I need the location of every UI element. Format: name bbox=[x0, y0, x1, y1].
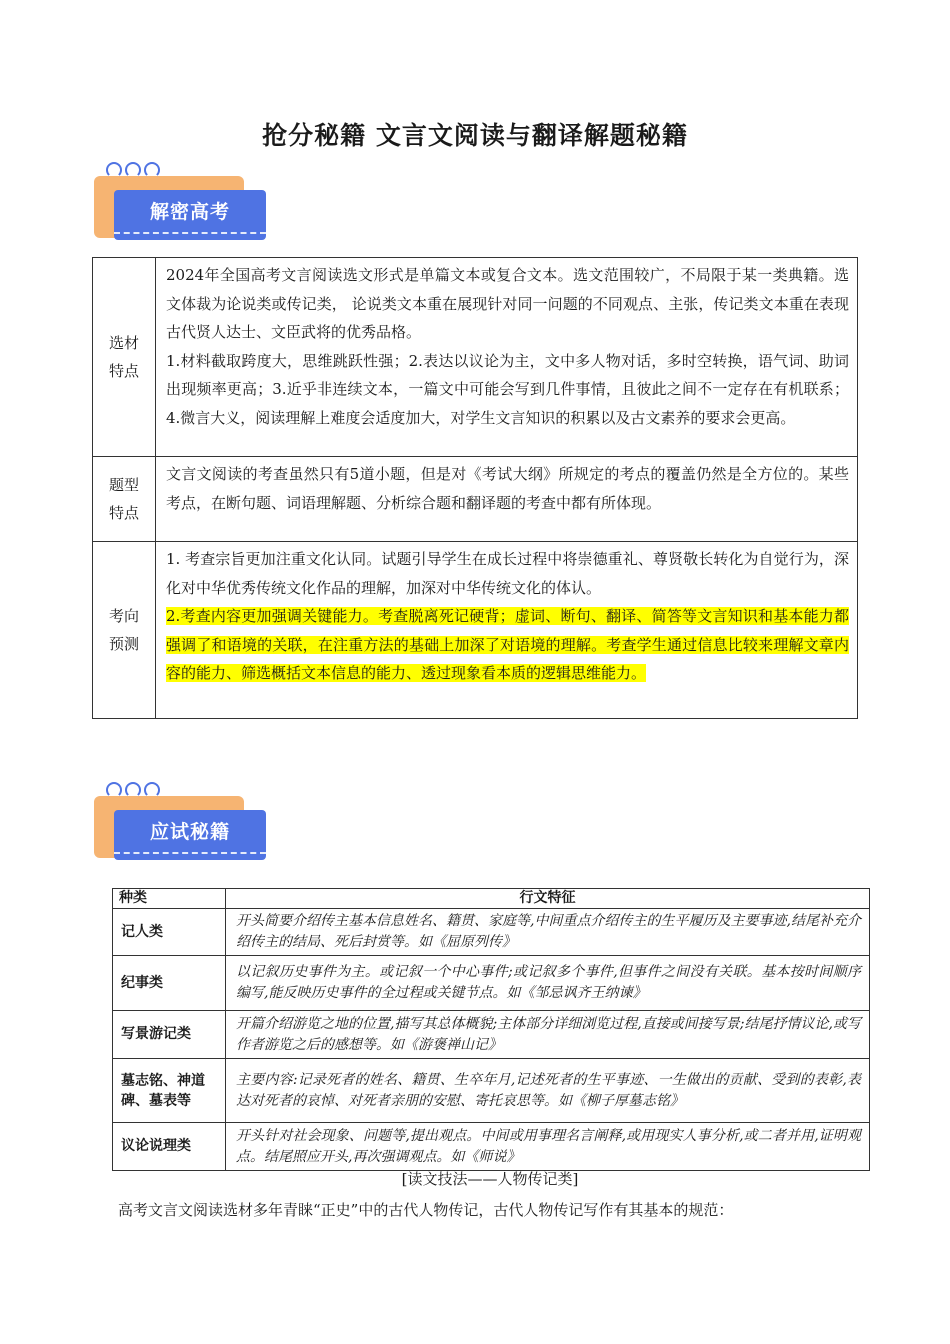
genre-feature: 开头简要介绍传主基本信息姓名、籍贯、家庭等,中间重点介绍传主的生平履历及主要事迹,结尾补充介绍传主的结局、死后封赏等。如《屈原列传》 bbox=[226, 909, 870, 956]
row-label-line: 特点 bbox=[108, 362, 139, 380]
table-row bbox=[93, 457, 858, 542]
row-label bbox=[93, 542, 156, 719]
highlighted-paragraph: 2.考查内容更加强调关键能力。考查脱离死记硬背；虚词、断句、翻译、简答等文言知识和基本能力都强调了和语境的关联，在注重方法的基础上加深了对语境的理解。考查学生通过信息比较来理解文章内容的能力、筛选概括文本信息的能力、透过现象看本质的逻辑思维能力。 bbox=[166, 607, 849, 682]
section-caption: [读文技法——人物传记类] bbox=[401, 1170, 579, 1188]
table-row bbox=[113, 1011, 870, 1059]
genre-features-table bbox=[112, 888, 870, 1171]
paragraph: 1. 考查宗旨更加注重文化认同。试题引导学生在成长过程中将崇德重礼、尊贤敬长转化为自觉行为，深化对中华优秀传统文化作品的理解，加深对中华传统文化的体认。 bbox=[166, 550, 849, 597]
genre-feature: 主要内容:记录死者的姓名、籍贯、生卒年月,记述死者的生平事迹、一生做出的贡献、受到的表彰,表达对死者的哀悼、对死者亲朋的安慰、寄托哀思等。如《柳子厚墓志铭》 bbox=[226, 1059, 870, 1123]
row-label-line: 题型 bbox=[108, 476, 139, 494]
genre-feature: 以记叙历史事件为主。或记叙一个中心事件;或记叙多个事件,但事件之间没有关联。基本按时间顺序编写,能反映历史事件的全过程或关键节点。如《邹忌讽齐王纳谏》 bbox=[226, 956, 870, 1011]
table-row bbox=[113, 909, 870, 956]
column-header-kind: 种类 bbox=[113, 889, 226, 909]
section-badge-label: 解密高考 bbox=[149, 201, 230, 223]
genre-kind: 记人类 bbox=[113, 909, 226, 956]
page-title: 抢分秘籍 文言文阅读与翻译解题秘籍 bbox=[262, 121, 688, 150]
table-row bbox=[113, 1123, 870, 1171]
row-content bbox=[156, 457, 858, 542]
section-badge-decode bbox=[94, 162, 269, 242]
section-badge-label: 应试秘籍 bbox=[149, 821, 230, 843]
genre-kind: 纪事类 bbox=[113, 956, 226, 1011]
table-row bbox=[93, 542, 858, 719]
paragraph: 1.材料截取跨度大，思维跳跃性强；2.表达以议论为主，文中多人物对话，多时空转换，语气词、助词出现频率更高；3.近乎非连续文本，一篇文中可能会写到几件事情，且彼此之间不一定存在有机联系；4.微言大义，阅读理解上难度会适度加大，对学生文言知识的积累以及古文素养的要求会更高。 bbox=[166, 351, 849, 427]
table-header-row bbox=[113, 889, 870, 909]
row-label-line: 特点 bbox=[108, 504, 139, 522]
paragraph: 2024年全国高考文言阅读选文形式是单篇文本或复合文本。选文范围较广，不局限于某一类典籍。选文体裁为论说类或传记类， 论说类文本重在展现针对同一问题的不同观点、主张，传记类文本重在表现古代贤人达士、文臣武将的优秀品格。 bbox=[166, 266, 849, 341]
row-label bbox=[93, 258, 156, 457]
genre-kind: 墓志铭、神道碑、墓表等 bbox=[113, 1059, 226, 1123]
column-header-feature: 行文特征 bbox=[226, 889, 870, 909]
paragraph: 文言文阅读的考查虽然只有5道小题，但是对《考试大纲》所规定的考点的覆盖仍然是全方位的。某些考点，在断句题、词语理解题、分析综合题和翻译题的考查中都有所体现。 bbox=[166, 465, 849, 512]
row-content bbox=[156, 542, 858, 719]
row-label-line: 选材 bbox=[108, 334, 139, 352]
table-row bbox=[93, 258, 858, 457]
row-label-line: 预测 bbox=[108, 635, 139, 653]
genre-feature: 开篇介绍游览之地的位置,描写其总体概貌;主体部分详细浏览过程,直接或间接写景;结尾抒情议论,或写作者游览之后的感想等。如《游褒禅山记》 bbox=[226, 1011, 870, 1059]
intro-paragraph: 高考文言文阅读选材多年青睐“正史”中的古代人物传记，古代人物传记写作有其基本的规范： bbox=[118, 1201, 734, 1219]
exam-analysis-table bbox=[92, 257, 858, 719]
table-row bbox=[113, 956, 870, 1011]
row-label-line: 考向 bbox=[108, 607, 139, 625]
genre-feature: 开头针对社会现象、问题等,提出观点。中间或用事理名言阐释,或用现实人事分析,或二者并用,证明观点。结尾照应开头,再次强调观点。如《师说》 bbox=[226, 1123, 870, 1171]
genre-kind: 写景游记类 bbox=[113, 1011, 226, 1059]
table-row bbox=[113, 1059, 870, 1123]
row-content bbox=[156, 258, 858, 457]
row-label bbox=[93, 457, 156, 542]
genre-kind: 议论说理类 bbox=[113, 1123, 226, 1171]
section-badge-tips bbox=[94, 782, 269, 862]
